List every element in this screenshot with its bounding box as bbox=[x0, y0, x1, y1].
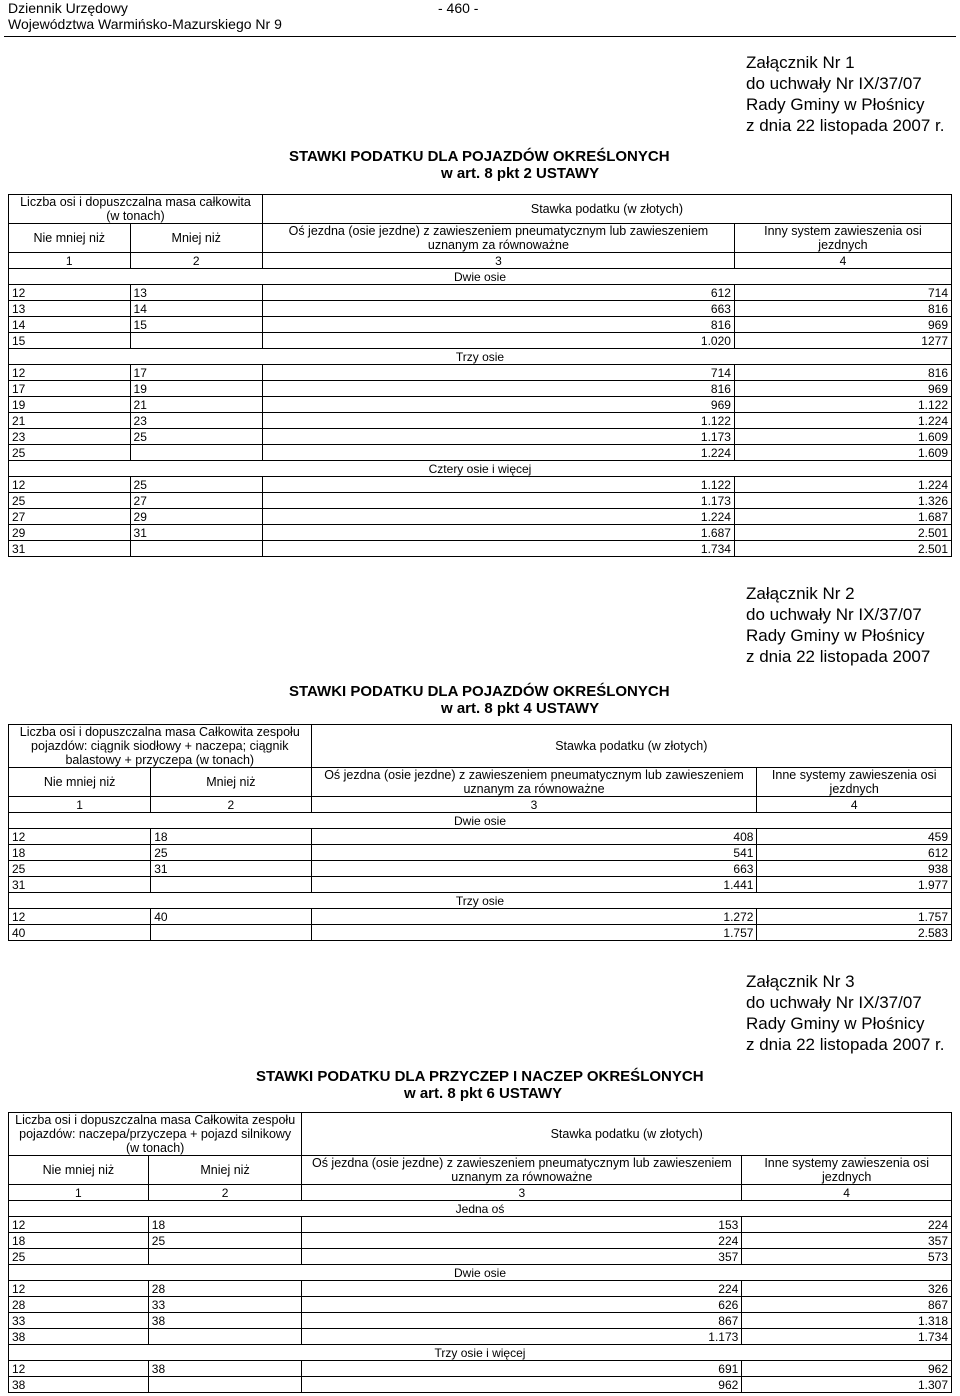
page-number: - 460 - bbox=[438, 0, 479, 16]
pneumatic-rate-cell: 612 bbox=[262, 285, 734, 301]
title-line: w art. 8 pkt 2 USTAWY bbox=[441, 165, 600, 182]
table-row bbox=[9, 1281, 952, 1297]
axle-group-label: Trzy osie bbox=[9, 893, 952, 909]
table-row bbox=[9, 861, 952, 877]
min-mass-cell: 13 bbox=[9, 301, 131, 317]
axle-group-row bbox=[9, 349, 952, 365]
pneumatic-rate-cell: 1.224 bbox=[262, 445, 734, 461]
table-header-row bbox=[9, 1113, 952, 1156]
other-rate-cell: 816 bbox=[734, 365, 951, 381]
axle-group-row bbox=[9, 1265, 952, 1281]
pneumatic-rate-cell: 1.173 bbox=[262, 493, 734, 509]
section-title-2 bbox=[289, 683, 670, 717]
axle-group-label: Trzy osie i więcej bbox=[9, 1345, 952, 1361]
table-row bbox=[9, 1313, 952, 1329]
other-rate-cell: 1.326 bbox=[734, 493, 951, 509]
attachment-line: Rady Gminy w Płośnicy bbox=[746, 1014, 925, 1033]
other-rate-cell: 2.501 bbox=[734, 525, 951, 541]
min-mass-cell: 25 bbox=[9, 493, 131, 509]
max-mass-cell: 27 bbox=[130, 493, 262, 509]
min-mass-cell: 38 bbox=[9, 1377, 149, 1393]
table-row bbox=[9, 1297, 952, 1313]
attachment-line: Rady Gminy w Płośnicy bbox=[746, 626, 925, 645]
min-mass-cell: 18 bbox=[9, 845, 151, 861]
max-mass-cell: 38 bbox=[148, 1313, 302, 1329]
title-line: STAWKI PODATKU DLA PRZYCZEP I NACZEP OKREŚLONYCH bbox=[256, 1068, 704, 1085]
other-rate-cell: 816 bbox=[734, 301, 951, 317]
section-title-1 bbox=[289, 148, 670, 182]
journal-name: Dziennik Urzędowy bbox=[8, 0, 128, 16]
min-mass-cell: 12 bbox=[9, 1281, 149, 1297]
other-rate-cell: 714 bbox=[734, 285, 951, 301]
min-mass-cell: 18 bbox=[9, 1233, 149, 1249]
other-rate-cell: 2.501 bbox=[734, 541, 951, 557]
max-mass-cell: 18 bbox=[148, 1217, 302, 1233]
title-line: w art. 8 pkt 6 USTAWY bbox=[404, 1085, 563, 1102]
rate-header: Stawka podatku (w złotych) bbox=[311, 725, 951, 768]
mass-group-header: Liczba osi i dopuszczalna masa całkowita (w tonach) bbox=[9, 195, 263, 224]
tax-rate-table-1 bbox=[8, 194, 952, 557]
table-row bbox=[9, 1377, 952, 1393]
min-mass-cell: 25 bbox=[9, 445, 131, 461]
other-rate-cell: 1.609 bbox=[734, 429, 951, 445]
axle-group-label: Dwie osie bbox=[9, 1265, 952, 1281]
min-mass-header: Nie mniej niż bbox=[9, 1156, 149, 1185]
voivodeship-name: Województwa Warmińsko-Mazurskiego Nr 9 bbox=[8, 16, 282, 32]
min-mass-cell: 21 bbox=[9, 413, 131, 429]
table-row bbox=[9, 397, 952, 413]
max-mass-cell: 28 bbox=[148, 1281, 302, 1297]
attachment-line: Załącznik Nr 3 bbox=[746, 972, 855, 991]
attachment-note-2 bbox=[746, 583, 930, 667]
max-mass-cell: 25 bbox=[130, 429, 262, 445]
table-row bbox=[9, 413, 952, 429]
axle-group-row bbox=[9, 1345, 952, 1361]
column-number: 4 bbox=[757, 797, 952, 813]
max-mass-cell: 29 bbox=[130, 509, 262, 525]
min-mass-cell: 40 bbox=[9, 925, 151, 941]
header-divider bbox=[4, 36, 956, 37]
table-row bbox=[9, 1217, 952, 1233]
attachment-note-3 bbox=[746, 971, 944, 1055]
min-mass-cell: 33 bbox=[9, 1313, 149, 1329]
column-number-row bbox=[9, 797, 952, 813]
table-row bbox=[9, 317, 952, 333]
pneumatic-rate-cell: 867 bbox=[302, 1313, 742, 1329]
pneumatic-rate-cell: 691 bbox=[302, 1361, 742, 1377]
axle-group-label: Dwie osie bbox=[9, 269, 952, 285]
min-mass-cell: 25 bbox=[9, 861, 151, 877]
table-row bbox=[9, 1249, 952, 1265]
pneumatic-rate-cell: 1.272 bbox=[311, 909, 757, 925]
axle-group-row bbox=[9, 893, 952, 909]
mass-group-header: Liczba osi i dopuszczalna masa Całkowita zespołu pojazdów: naczepa/przyczepa + pojazd silnikowy (w tonach) bbox=[9, 1113, 302, 1156]
table-row bbox=[9, 845, 952, 861]
max-mass-cell: 15 bbox=[130, 317, 262, 333]
min-mass-cell: 17 bbox=[9, 381, 131, 397]
max-mass-cell bbox=[148, 1329, 302, 1345]
min-mass-cell: 19 bbox=[9, 397, 131, 413]
title-line: STAWKI PODATKU DLA POJAZDÓW OKREŚLONYCH bbox=[289, 148, 670, 165]
other-rate-cell: 1.318 bbox=[742, 1313, 952, 1329]
max-mass-cell bbox=[148, 1249, 302, 1265]
min-mass-cell: 27 bbox=[9, 509, 131, 525]
pneumatic-suspension-header: Oś jezdna (osie jezdne) z zawieszeniem pneumatycznym lub zawieszeniem uznanym za równoważne bbox=[262, 224, 734, 253]
axle-group-row bbox=[9, 1201, 952, 1217]
pneumatic-rate-cell: 541 bbox=[311, 845, 757, 861]
column-number-row bbox=[9, 1185, 952, 1201]
other-rate-cell: 357 bbox=[742, 1233, 952, 1249]
column-number: 3 bbox=[302, 1185, 742, 1201]
column-number: 3 bbox=[311, 797, 757, 813]
table-header-row bbox=[9, 224, 952, 253]
min-mass-header: Nie mniej niż bbox=[9, 768, 151, 797]
other-rate-cell: 459 bbox=[757, 829, 952, 845]
tax-rate-table-3 bbox=[8, 1112, 952, 1393]
axle-group-label: Jedna oś bbox=[9, 1201, 952, 1217]
pneumatic-rate-cell: 1.122 bbox=[262, 413, 734, 429]
mass-group-header: Liczba osi i dopuszczalna masa Całkowita zespołu pojazdów: ciągnik siodłowy + naczepa; ciągnik balastowy + przyczepa (w tonach) bbox=[9, 725, 312, 768]
max-mass-cell: 25 bbox=[148, 1233, 302, 1249]
table-header-row bbox=[9, 1156, 952, 1185]
max-mass-cell: 17 bbox=[130, 365, 262, 381]
min-mass-cell: 23 bbox=[9, 429, 131, 445]
pneumatic-rate-cell: 663 bbox=[262, 301, 734, 317]
min-mass-cell: 38 bbox=[9, 1329, 149, 1345]
max-mass-cell bbox=[148, 1377, 302, 1393]
section-title-3 bbox=[256, 1068, 704, 1102]
attachment-line: z dnia 22 listopada 2007 r. bbox=[746, 1035, 945, 1054]
max-mass-cell: 33 bbox=[148, 1297, 302, 1313]
table-row bbox=[9, 477, 952, 493]
other-rate-cell: 1.977 bbox=[757, 877, 952, 893]
column-number: 2 bbox=[151, 797, 311, 813]
pneumatic-rate-cell: 816 bbox=[262, 317, 734, 333]
column-number: 2 bbox=[148, 1185, 302, 1201]
title-line: w art. 8 pkt 4 USTAWY bbox=[441, 700, 600, 717]
column-number: 3 bbox=[262, 253, 734, 269]
min-mass-cell: 31 bbox=[9, 541, 131, 557]
axle-group-label: Cztery osie i więcej bbox=[9, 461, 952, 477]
other-suspension-header: Inne systemy zawieszenia osi jezdnych bbox=[757, 768, 952, 797]
pneumatic-rate-cell: 1.020 bbox=[262, 333, 734, 349]
other-rate-cell: 938 bbox=[757, 861, 952, 877]
other-rate-cell: 1.307 bbox=[742, 1377, 952, 1393]
min-mass-cell: 12 bbox=[9, 1217, 149, 1233]
table-row bbox=[9, 301, 952, 317]
other-rate-cell: 1.224 bbox=[734, 477, 951, 493]
min-mass-cell: 29 bbox=[9, 525, 131, 541]
other-rate-cell: 326 bbox=[742, 1281, 952, 1297]
table-header-row bbox=[9, 195, 952, 224]
pneumatic-rate-cell: 357 bbox=[302, 1249, 742, 1265]
max-mass-cell: 31 bbox=[130, 525, 262, 541]
pneumatic-rate-cell: 1.224 bbox=[262, 509, 734, 525]
max-mass-cell bbox=[130, 333, 262, 349]
pneumatic-rate-cell: 224 bbox=[302, 1281, 742, 1297]
pneumatic-rate-cell: 626 bbox=[302, 1297, 742, 1313]
min-mass-cell: 14 bbox=[9, 317, 131, 333]
column-number-row bbox=[9, 253, 952, 269]
attachment-line: do uchwały Nr IX/37/07 bbox=[746, 605, 922, 624]
column-number: 4 bbox=[734, 253, 951, 269]
column-number: 2 bbox=[130, 253, 262, 269]
pneumatic-rate-cell: 1.687 bbox=[262, 525, 734, 541]
max-mass-header: Mniej niż bbox=[148, 1156, 302, 1185]
other-rate-cell: 1.734 bbox=[742, 1329, 952, 1345]
attachment-line: do uchwały Nr IX/37/07 bbox=[746, 74, 922, 93]
pneumatic-rate-cell: 1.441 bbox=[311, 877, 757, 893]
other-suspension-header: Inny system zawieszenia osi jezdnych bbox=[734, 224, 951, 253]
min-mass-cell: 12 bbox=[9, 829, 151, 845]
min-mass-cell: 25 bbox=[9, 1249, 149, 1265]
min-mass-cell: 12 bbox=[9, 1361, 149, 1377]
axle-group-label: Trzy osie bbox=[9, 349, 952, 365]
other-rate-cell: 867 bbox=[742, 1297, 952, 1313]
title-line: STAWKI PODATKU DLA POJAZDÓW OKREŚLONYCH bbox=[289, 683, 670, 700]
pneumatic-rate-cell: 1.122 bbox=[262, 477, 734, 493]
other-rate-cell: 962 bbox=[742, 1361, 952, 1377]
max-mass-cell: 25 bbox=[151, 845, 311, 861]
table-row bbox=[9, 445, 952, 461]
table-row bbox=[9, 829, 952, 845]
max-mass-cell bbox=[130, 541, 262, 557]
max-mass-cell: 38 bbox=[148, 1361, 302, 1377]
other-rate-cell: 1.224 bbox=[734, 413, 951, 429]
column-number: 4 bbox=[742, 1185, 952, 1201]
rate-header: Stawka podatku (w złotych) bbox=[302, 1113, 952, 1156]
axle-group-row bbox=[9, 813, 952, 829]
pneumatic-rate-cell: 714 bbox=[262, 365, 734, 381]
pneumatic-rate-cell: 153 bbox=[302, 1217, 742, 1233]
column-number: 1 bbox=[9, 253, 131, 269]
axle-group-label: Dwie osie bbox=[9, 813, 952, 829]
max-mass-cell: 40 bbox=[151, 909, 311, 925]
axle-group-row bbox=[9, 461, 952, 477]
attachment-line: z dnia 22 listopada 2007 bbox=[746, 647, 931, 666]
table-row bbox=[9, 925, 952, 941]
table-row bbox=[9, 541, 952, 557]
other-rate-cell: 1277 bbox=[734, 333, 951, 349]
attachment-note-1 bbox=[746, 52, 944, 136]
max-mass-cell bbox=[130, 445, 262, 461]
max-mass-cell: 31 bbox=[151, 861, 311, 877]
max-mass-cell: 13 bbox=[130, 285, 262, 301]
other-rate-cell: 224 bbox=[742, 1217, 952, 1233]
axle-group-row bbox=[9, 269, 952, 285]
table-row bbox=[9, 1361, 952, 1377]
table-row bbox=[9, 429, 952, 445]
pneumatic-rate-cell: 1.734 bbox=[262, 541, 734, 557]
table-row bbox=[9, 333, 952, 349]
attachment-line: Rady Gminy w Płośnicy bbox=[746, 95, 925, 114]
max-mass-header: Mniej niż bbox=[151, 768, 311, 797]
min-mass-header: Nie mniej niż bbox=[9, 224, 131, 253]
pneumatic-rate-cell: 816 bbox=[262, 381, 734, 397]
table-row bbox=[9, 909, 952, 925]
rate-header: Stawka podatku (w złotych) bbox=[262, 195, 951, 224]
max-mass-cell: 19 bbox=[130, 381, 262, 397]
pneumatic-rate-cell: 962 bbox=[302, 1377, 742, 1393]
table-row bbox=[9, 877, 952, 893]
other-suspension-header: Inne systemy zawieszenia osi jezdnych bbox=[742, 1156, 952, 1185]
attachment-line: Załącznik Nr 2 bbox=[746, 584, 855, 603]
pneumatic-rate-cell: 969 bbox=[262, 397, 734, 413]
pneumatic-rate-cell: 224 bbox=[302, 1233, 742, 1249]
min-mass-cell: 12 bbox=[9, 365, 131, 381]
pneumatic-rate-cell: 1.173 bbox=[302, 1329, 742, 1345]
attachment-line: do uchwały Nr IX/37/07 bbox=[746, 993, 922, 1012]
max-mass-cell bbox=[151, 877, 311, 893]
max-mass-cell: 25 bbox=[130, 477, 262, 493]
tax-rate-table-2 bbox=[8, 724, 952, 941]
table-row bbox=[9, 1329, 952, 1345]
table-row bbox=[9, 509, 952, 525]
table-row bbox=[9, 381, 952, 397]
other-rate-cell: 573 bbox=[742, 1249, 952, 1265]
max-mass-header: Mniej niż bbox=[130, 224, 262, 253]
table-row bbox=[9, 493, 952, 509]
other-rate-cell: 2.583 bbox=[757, 925, 952, 941]
other-rate-cell: 1.609 bbox=[734, 445, 951, 461]
min-mass-cell: 12 bbox=[9, 477, 131, 493]
table-row bbox=[9, 1233, 952, 1249]
other-rate-cell: 612 bbox=[757, 845, 952, 861]
pneumatic-rate-cell: 663 bbox=[311, 861, 757, 877]
column-number: 1 bbox=[9, 1185, 149, 1201]
pneumatic-rate-cell: 1.173 bbox=[262, 429, 734, 445]
other-rate-cell: 1.687 bbox=[734, 509, 951, 525]
other-rate-cell: 969 bbox=[734, 381, 951, 397]
max-mass-cell: 21 bbox=[130, 397, 262, 413]
min-mass-cell: 28 bbox=[9, 1297, 149, 1313]
pneumatic-suspension-header: Oś jezdna (osie jezdne) z zawieszeniem pneumatycznym lub zawieszeniem uznanym za równoważne bbox=[311, 768, 757, 797]
other-rate-cell: 969 bbox=[734, 317, 951, 333]
pneumatic-suspension-header: Oś jezdna (osie jezdne) z zawieszeniem pneumatycznym lub zawieszeniem uznanym za równoważne bbox=[302, 1156, 742, 1185]
other-rate-cell: 1.122 bbox=[734, 397, 951, 413]
min-mass-cell: 15 bbox=[9, 333, 131, 349]
max-mass-cell: 23 bbox=[130, 413, 262, 429]
table-header-row bbox=[9, 725, 952, 768]
pneumatic-rate-cell: 408 bbox=[311, 829, 757, 845]
attachment-line: z dnia 22 listopada 2007 r. bbox=[746, 116, 945, 135]
table-header-row bbox=[9, 768, 952, 797]
other-rate-cell: 1.757 bbox=[757, 909, 952, 925]
pneumatic-rate-cell: 1.757 bbox=[311, 925, 757, 941]
attachment-line: Załącznik Nr 1 bbox=[746, 53, 855, 72]
table-row bbox=[9, 525, 952, 541]
min-mass-cell: 12 bbox=[9, 285, 131, 301]
max-mass-cell bbox=[151, 925, 311, 941]
table-row bbox=[9, 365, 952, 381]
table-row bbox=[9, 285, 952, 301]
column-number: 1 bbox=[9, 797, 151, 813]
max-mass-cell: 18 bbox=[151, 829, 311, 845]
min-mass-cell: 31 bbox=[9, 877, 151, 893]
min-mass-cell: 12 bbox=[9, 909, 151, 925]
max-mass-cell: 14 bbox=[130, 301, 262, 317]
